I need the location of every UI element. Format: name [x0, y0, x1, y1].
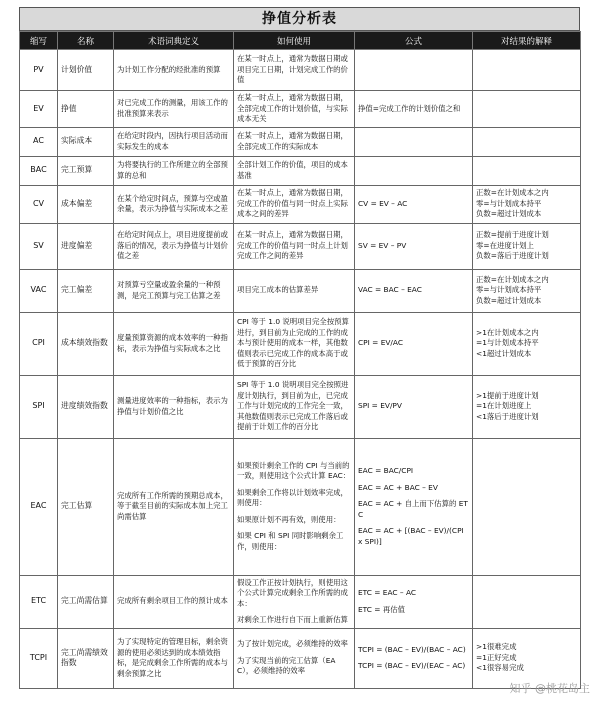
cell-name: 完工估算: [58, 438, 114, 575]
header-abbr: 缩写: [20, 32, 58, 50]
cell-formula: [355, 185, 473, 223]
header-row: [20, 32, 581, 50]
interpretation-line: 零=与计划成本持平: [476, 198, 542, 208]
cell-usage: [234, 575, 355, 628]
cell-usage: [234, 127, 355, 156]
usage-line: 在某一时点上，通常为数据日期，全部完成工作的实际成本: [237, 131, 348, 151]
usage-line: 项目完工成本的估算差异: [237, 285, 319, 295]
cell-name: 挣值: [58, 91, 114, 128]
cell-formula: [355, 156, 473, 185]
cell-formula: [355, 628, 473, 688]
usage-line: 如果预计剩余工作的 CPI 与当前的一致，则使用这个公式计算 EAC：: [237, 460, 351, 481]
interpretation-line: =1在计划进度上: [476, 401, 532, 411]
usage-line: CPI 等于 1.0 说明项目完全按预算进行，到目前为止完成的工作的成本与预计使用的成本一样，其他数值则表示已完成工作的成本高于或低于预算的百分比: [237, 317, 349, 369]
cell-formula: [355, 375, 473, 438]
cell-abbr: SPI: [20, 375, 58, 438]
cell-definition: 在某个给定时间点，预算与空或盈余量，表示为挣值与实际成本之差: [114, 185, 234, 223]
interpretation-line: 零=在进度计划上: [476, 240, 534, 250]
header-formula: 公式: [355, 32, 473, 50]
table-row: [20, 575, 581, 628]
cell-usage: [234, 312, 355, 375]
cell-abbr: EV: [20, 91, 58, 128]
cell-definition: 完成所有工作所需的预期总成本，等于截至目前的实际成本加上完工尚需估算: [114, 438, 234, 575]
cell-name: 进度绩效指数: [58, 375, 114, 438]
cell-usage: [234, 269, 355, 312]
table-row: [20, 50, 581, 91]
cell-interpretation: [473, 312, 581, 375]
formula-line: EAC = AC + BAC – EV: [358, 482, 438, 492]
table-row: [20, 312, 581, 375]
cell-definition: 为将要执行的工作所建立的全部预算的总和: [114, 156, 234, 185]
cell-definition: 测量进度效率的一种指标，表示为挣值与计划价值之比: [114, 375, 234, 438]
cell-abbr: VAC: [20, 269, 58, 312]
usage-line: 如果剩余工作将以计划效率完成，则使用：: [237, 487, 348, 508]
cell-interpretation: [473, 269, 581, 312]
cell-usage: [234, 91, 355, 128]
cell-abbr: BAC: [20, 156, 58, 185]
header-name: 名称: [58, 32, 114, 50]
cell-formula: [355, 269, 473, 312]
cell-name: 完工尚需估算: [58, 575, 114, 628]
table-row: [20, 127, 581, 156]
usage-line: 在某一时点上，通常为数据日期，全部完成工作的计划价值，与实际成本无关: [237, 93, 348, 123]
cell-abbr: EAC: [20, 438, 58, 575]
table-row: [20, 223, 581, 269]
interpretation-line: 负数=超过计划成本: [476, 295, 542, 305]
usage-line: SPI 等于 1.0 说明项目完全按照进度计划执行，到目前为止，已完成工作与计划完成的工作完全一致，其他数值则表示已完成工作落后或提前于计划工作的百分比: [237, 380, 349, 432]
formula-line: TCPI = (BAC – EV)/(BAC – AC): [358, 644, 466, 654]
table-body: [20, 50, 581, 689]
cell-definition: 完成所有剩余项目工作的预计成本: [114, 575, 234, 628]
interpretation-line: <1落后于进度计划: [476, 411, 539, 421]
usage-line: 为了实现当前的完工估算（EAC），必须维持的效率: [237, 655, 336, 676]
cell-interpretation: [473, 91, 581, 128]
cell-formula: [355, 575, 473, 628]
formula-line: CPI = EV/AC: [358, 338, 403, 348]
formula-line: ETC = EAC – AC: [358, 588, 417, 597]
table-row: [20, 269, 581, 312]
table-row: [20, 91, 581, 128]
usage-line: 在某一时点上，通常为数据日期或项目完工日期，计划完成工作的价值: [237, 54, 348, 85]
interpretation-line: 正数=在计划成本之内: [476, 188, 549, 198]
interpretation-line: >1提前于进度计划: [476, 390, 539, 400]
table-row: [20, 375, 581, 438]
cell-formula: [355, 127, 473, 156]
formula-line: 挣值=完成工作的计划价值之和: [358, 103, 461, 113]
cell-name: 计划价值: [58, 50, 114, 91]
formula-line: TCPI = (BAC – EV)/(EAC – AC): [358, 661, 466, 670]
interpretation-line: 负数=落后于进度计划: [476, 251, 549, 261]
cell-definition: 在给定时段内，因执行项目活动而实际发生的成本: [114, 127, 234, 156]
cell-name: 成本偏差: [58, 185, 114, 223]
interpretation-line: =1与计划成本持平: [476, 338, 539, 348]
header-usage: 如何使用: [234, 32, 355, 50]
usage-line: 如果原计划不再有效，则使用：: [237, 514, 341, 524]
cell-name: 实际成本: [58, 127, 114, 156]
cell-definition: 为了实现特定的管理目标，剩余资源的使用必须达到的成本绩效指标，是完成剩余工作所需的成本与剩余预算之比: [114, 628, 234, 688]
cell-name: 完工预算: [58, 156, 114, 185]
formula-line: SV = EV – PV: [358, 240, 407, 250]
cell-formula: [355, 312, 473, 375]
cell-interpretation: [473, 127, 581, 156]
table-row: [20, 628, 581, 688]
header-interpretation: 对结果的解释: [473, 32, 581, 50]
cell-interpretation: [473, 438, 581, 575]
cell-definition: 对已完成工作的测量，用该工作的批准预算来表示: [114, 91, 234, 128]
formula-line: CV = EV – AC: [358, 198, 408, 208]
cell-usage: [234, 223, 355, 269]
cell-abbr: TCPI: [20, 628, 58, 688]
usage-line: 为了按计划完成，必须维持的效率: [237, 639, 348, 649]
cell-name: 完工偏差: [58, 269, 114, 312]
cell-usage: [234, 438, 355, 575]
watermark: 知乎 @桃花岛主: [509, 682, 590, 695]
cell-formula: [355, 438, 473, 575]
usage-line: 假设工作正按计划执行，则使用这个公式计算完成剩余工作所需的成本：: [237, 577, 348, 608]
cell-interpretation: [473, 185, 581, 223]
interpretation-line: 正数=在计划成本之内: [476, 274, 549, 284]
usage-line: 全部计划工作的价值，项目的成本基准: [237, 160, 348, 180]
cell-name: 进度偏差: [58, 223, 114, 269]
cell-abbr: PV: [20, 50, 58, 91]
cell-formula: [355, 223, 473, 269]
cell-interpretation: [473, 575, 581, 628]
usage-line: 在某一时点上，通常为数据日期，完成工作的价值与同一时点上计划完成工作之间的差异: [237, 230, 348, 261]
cell-abbr: CV: [20, 185, 58, 223]
table-title: 挣值分析表: [19, 7, 580, 31]
formula-line: ETC = 再估值: [358, 604, 405, 614]
cell-interpretation: [473, 375, 581, 438]
cell-definition: 在给定时间点上，项目进度提前或落后的情况，表示为挣值与计划价值之差: [114, 223, 234, 269]
interpretation-line: 正数=提前于进度计划: [476, 230, 549, 240]
cell-definition: 对预算亏空量或盈余量的一种预测，是完工预算与完工估算之差: [114, 269, 234, 312]
cell-abbr: AC: [20, 127, 58, 156]
cell-name: 完工尚需绩效指数: [58, 628, 114, 688]
cell-interpretation: [473, 156, 581, 185]
cell-abbr: SV: [20, 223, 58, 269]
cell-interpretation: [473, 50, 581, 91]
header-definition: 术语词典定义: [114, 32, 234, 50]
cell-definition: 为计划工作分配的经批准的预算: [114, 50, 234, 91]
interpretation-line: >1在计划成本之内: [476, 327, 539, 337]
cell-usage: [234, 156, 355, 185]
interpretation-line: =1正好完成: [476, 652, 517, 662]
formula-line: SPI = EV/PV: [358, 401, 402, 411]
usage-line: 对剩余工作进行自下而上重新估算: [237, 615, 348, 624]
cell-abbr: CPI: [20, 312, 58, 375]
cell-formula: [355, 50, 473, 91]
cell-usage: [234, 375, 355, 438]
cell-usage: [234, 628, 355, 688]
cell-interpretation: [473, 223, 581, 269]
usage-line: 如果 CPI 和 SPI 同时影响剩余工作，则使用：: [237, 531, 344, 551]
cell-usage: [234, 50, 355, 91]
cell-usage: [234, 185, 355, 223]
cell-abbr: ETC: [20, 575, 58, 628]
table-row: [20, 185, 581, 223]
interpretation-line: >1很难完成: [476, 642, 517, 652]
formula-line: EAC = AC + 自上而下估算的 ETC: [358, 499, 468, 519]
formula-line: VAC = BAC – EAC: [358, 285, 422, 295]
cell-name: 成本绩效指数: [58, 312, 114, 375]
interpretation-line: <1超过计划成本: [476, 348, 532, 358]
usage-line: 在某一时点上，通常为数据日期，完成工作的价值与同一时点上实际成本之间的差异: [237, 188, 348, 219]
interpretation-line: 零=与计划成本持平: [476, 285, 542, 295]
formula-line: EAC = AC + [(BAC – EV)/(CPI x SPI)]: [358, 526, 464, 546]
earned-value-table-frame: [19, 7, 580, 697]
formula-line: EAC = BAC/CPI: [358, 466, 414, 475]
interpretation-line: <1很容易完成: [476, 663, 524, 673]
cell-interpretation: [473, 628, 581, 688]
table-row: [20, 156, 581, 185]
table-row: [20, 438, 581, 575]
interpretation-line: 负数=超过计划成本: [476, 209, 542, 219]
cell-definition: 度量预算资源的成本效率的一种指标，表示为挣值与实际成本之比: [114, 312, 234, 375]
cell-formula: [355, 91, 473, 128]
earned-value-table: [19, 31, 581, 689]
